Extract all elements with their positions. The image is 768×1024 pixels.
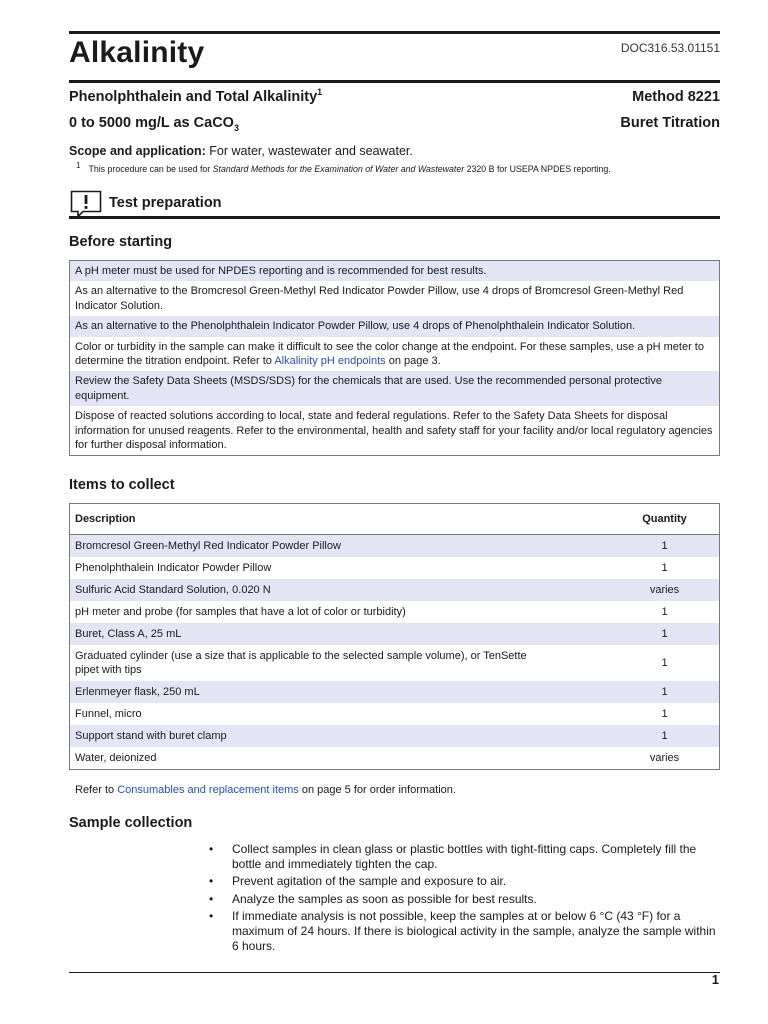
footnote-text-after: 2320 B for USEPA NPDES reporting. xyxy=(464,164,611,174)
item-quantity: 1 xyxy=(661,606,668,618)
scope-label: Scope and application: xyxy=(69,144,206,158)
list-item xyxy=(209,909,721,955)
footer-rule xyxy=(69,972,720,973)
row-text: on page 3. xyxy=(385,355,441,368)
page-title: Alkalinity xyxy=(69,36,205,69)
alkalinity-ph-endpoints-link[interactable]: Alkalinity pH endpoints xyxy=(274,355,386,368)
footnote-number: 1 xyxy=(76,161,81,171)
item-quantity: 1 xyxy=(661,540,668,552)
table-row xyxy=(70,681,719,703)
bullet-symbol: • xyxy=(209,842,214,856)
item-description: Bromcresol Green-Methyl Red Indicator Powder Pillow xyxy=(75,540,341,552)
item-quantity: 1 xyxy=(661,628,668,640)
table-row xyxy=(70,645,719,681)
item-description: pH meter and probe (for samples that have a lot of color or turbidity) xyxy=(75,606,406,618)
scope-text: For water, wastewater and seawater. xyxy=(205,144,413,158)
table-row xyxy=(70,747,719,769)
preparation-rule xyxy=(69,216,720,219)
list-item-text: If immediate analysis is not possible, keep the samples at or below 6 °C (43 °F) for a maximum of 24 hours. If there is biological activity in the sample, analyze the sample within 6 hours. xyxy=(232,908,716,954)
before-starting-table xyxy=(69,260,720,456)
table-row xyxy=(70,579,719,601)
footnote-italic: Standard Methods for the Examination of Water and Wastewater xyxy=(212,164,465,174)
item-description: Phenolphthalein Indicator Powder Pillow xyxy=(75,562,272,574)
footnote-text-before: This procedure can be used for xyxy=(88,164,213,174)
test-technique: Buret Titration xyxy=(620,115,720,131)
range-subscript: 3 xyxy=(233,122,239,133)
before-starting-row xyxy=(70,337,719,372)
document-number: DOC316.53.01151 xyxy=(620,41,720,55)
list-item xyxy=(209,874,721,889)
table-row xyxy=(70,557,719,579)
item-description: Graduated cylinder (use a size that is applicable to the selected sample volume), or TenSette pipet with tips xyxy=(75,650,527,676)
refer-text: on page 5 for order information. xyxy=(298,784,456,796)
item-quantity: 1 xyxy=(661,708,668,720)
item-quantity: varies xyxy=(649,584,680,596)
bullet-symbol: • xyxy=(209,891,214,906)
list-item-text: Collect samples in clean glass or plastic bottles with tight-fitting caps. Completely fill the bottle and immediately tighten the cap. xyxy=(232,842,697,872)
refer-text: Refer to xyxy=(75,784,118,796)
measurement-range xyxy=(69,115,239,131)
sample-collection-heading: Sample collection xyxy=(69,815,193,831)
items-to-collect-heading: Items to collect xyxy=(69,477,175,493)
row-text: Color or turbidity in the sample can make it difficult to see the color change at the endpoint. For these samples, use a pH meter to determine the titration endpoint. Refer to xyxy=(75,340,704,368)
item-quantity: varies xyxy=(649,752,680,764)
table-header xyxy=(70,504,719,535)
footnote xyxy=(76,161,611,174)
item-description: Erlenmeyer flask, 250 mL xyxy=(75,686,200,698)
table-row xyxy=(70,535,719,557)
list-item xyxy=(209,842,721,872)
range-text: 0 to 5000 mg/L as CaCO xyxy=(69,115,234,131)
bullet-symbol: • xyxy=(209,908,214,923)
list-item-text: Prevent agitation of the sample and exposure to air. xyxy=(232,874,507,889)
footnote-ref: 1 xyxy=(317,87,323,98)
subtitle-text: Phenolphthalein and Total Alkalinity xyxy=(69,89,318,105)
column-header-description: Description xyxy=(75,513,136,525)
item-quantity: 1 xyxy=(661,657,668,669)
before-starting-row: As an alternative to the Phenolphthalein Indicator Powder Pillow, use 4 drops of Phenolphthalein Indicator Solution. xyxy=(70,316,719,336)
item-description: Funnel, micro xyxy=(75,708,142,720)
method-number: Method 8221 xyxy=(632,89,720,105)
table-row xyxy=(70,601,719,623)
bullet-symbol: • xyxy=(209,874,214,889)
item-quantity: 1 xyxy=(661,730,668,742)
top-rule xyxy=(69,31,720,34)
before-starting-row: A pH meter must be used for NPDES reporting and is recommended for best results. xyxy=(70,261,719,281)
before-starting-row: Dispose of reacted solutions according to local, state and federal regulations. Refer to the Safety Data Sheets for disposal information for unused reagents. Refer to the environmental, health and safety staff for your facility and/or local regulatory agencies for further disposal information. xyxy=(75,410,713,452)
sample-collection-list xyxy=(209,842,721,956)
item-description: Sulfuric Acid Standard Solution, 0.020 N xyxy=(75,584,271,596)
consumables-reference xyxy=(75,784,456,796)
item-description: Support stand with buret clamp xyxy=(75,730,227,742)
item-quantity: 1 xyxy=(661,686,668,698)
table-row xyxy=(70,725,719,747)
table-row xyxy=(70,703,719,725)
page-number: 1 xyxy=(711,972,719,987)
title-rule xyxy=(69,80,720,83)
before-starting-row: As an alternative to the Bromcresol Green-Methyl Red Indicator Powder Pillow, use 4 drops of Bromcresol Green-Methyl Red Indicator Solution. xyxy=(75,285,684,312)
method-subtitle xyxy=(69,89,322,105)
list-item xyxy=(209,892,721,907)
test-preparation-heading: Test preparation xyxy=(109,195,222,211)
before-starting-heading: Before starting xyxy=(69,234,173,250)
before-starting-row: Review the Safety Data Sheets (MSDS/SDS) for the chemicals that are used. Use the recommended personal protective equipment. xyxy=(70,371,719,406)
column-header-quantity: Quantity xyxy=(642,513,687,525)
items-table xyxy=(69,503,720,770)
notice-icon xyxy=(70,190,102,218)
item-quantity: 1 xyxy=(661,562,668,574)
table-row xyxy=(70,623,719,645)
scope-and-application xyxy=(69,144,413,158)
item-description: Water, deionized xyxy=(75,752,157,764)
list-item-text: Analyze the samples as soon as possible for best results. xyxy=(232,891,537,906)
item-description: Buret, Class A, 25 mL xyxy=(75,628,182,640)
consumables-link[interactable]: Consumables and replacement items xyxy=(117,784,299,796)
